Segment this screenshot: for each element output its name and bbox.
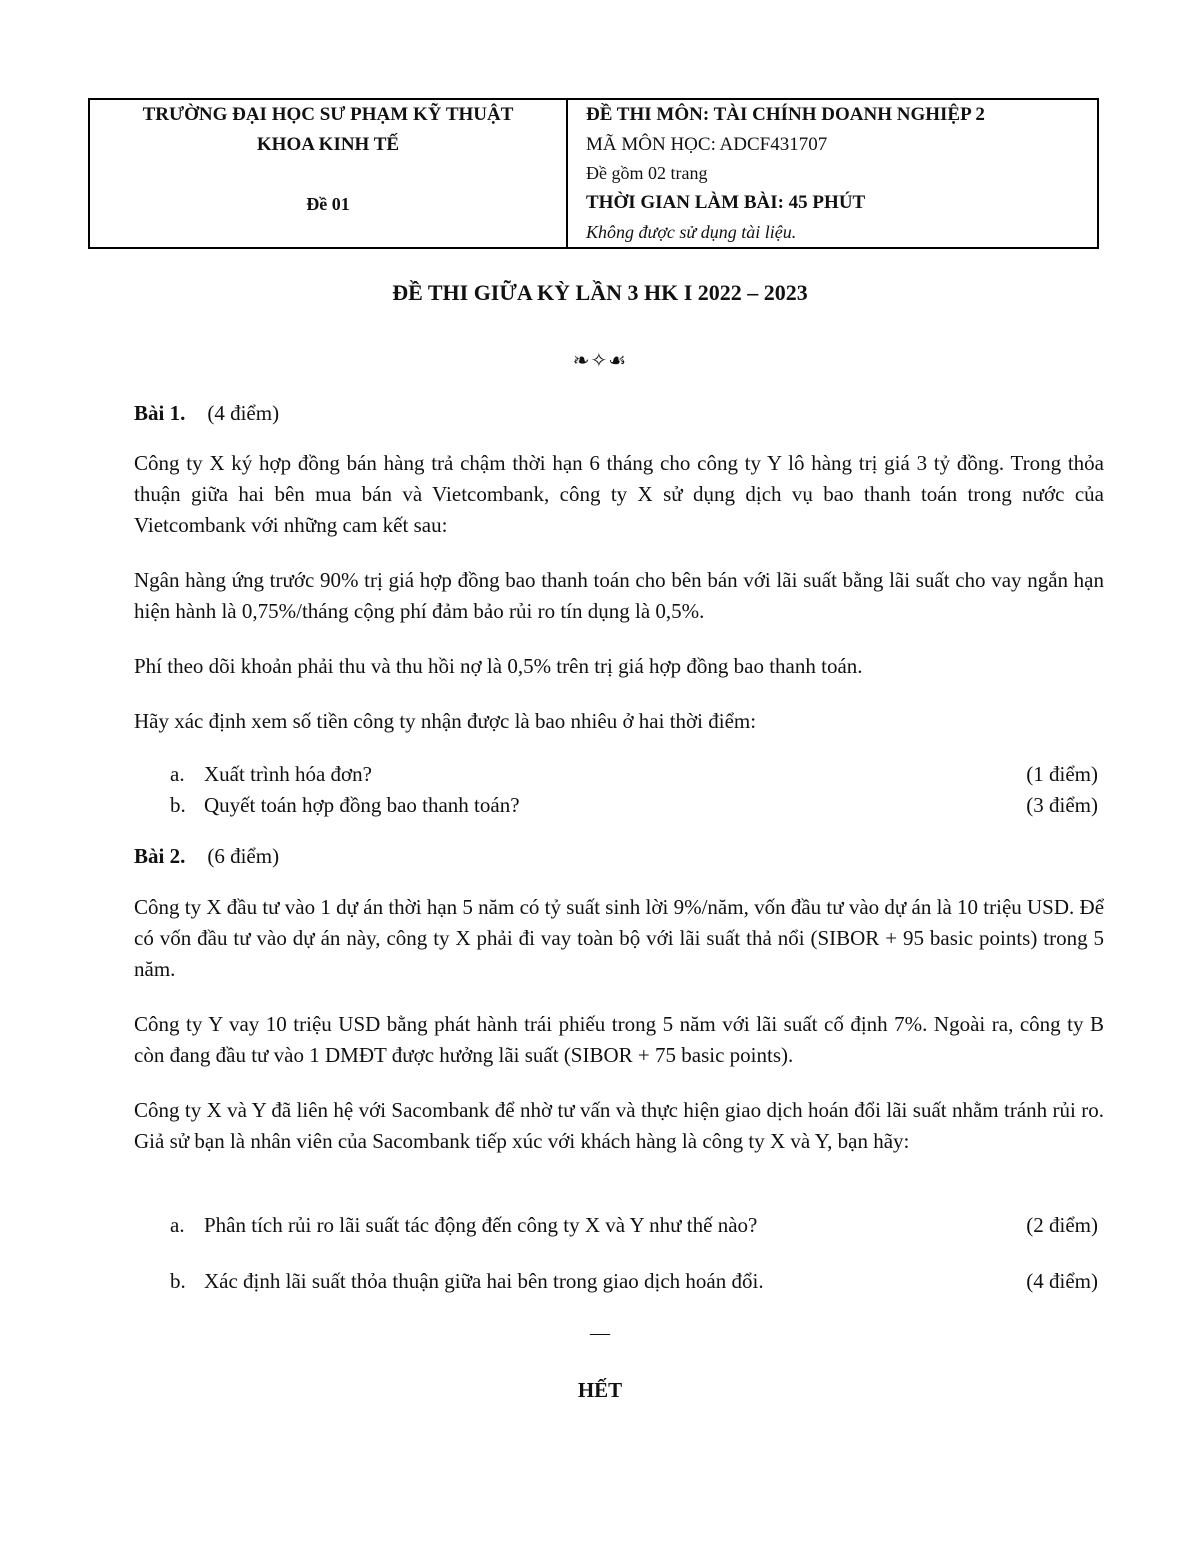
item-letter: a. [170, 1213, 185, 1237]
exam-title: ĐỀ THI GIỮA KỲ LẦN 3 HK I 2022 – 2023 [392, 280, 808, 305]
item-text: Xuất trình hóa đơn? [204, 762, 372, 786]
bai1-item-b [170, 790, 1098, 821]
bai1-points: (4 điểm) [207, 401, 280, 425]
exam-subject: ĐỀ THI MÔN: TÀI CHÍNH DOANH NGHIỆP 2 [586, 104, 985, 125]
exam-time: THỜI GIAN LÀM BÀI: 45 PHÚT [586, 192, 866, 213]
bai1-paragraph-3: Phí theo dõi khoản phải thu và thu hồi nợ là 0,5% trên trị giá hợp đồng bao thanh toán. [134, 654, 863, 678]
bai1-header [134, 398, 1104, 429]
end-marker: HẾT [577, 1378, 623, 1402]
item-score: (4 điểm) [1026, 1269, 1098, 1293]
page-count: Đề gồm 02 trang [586, 163, 708, 183]
bai2-item-a [170, 1210, 1098, 1241]
end-divider: — [590, 1322, 610, 1344]
header-left-cell [90, 100, 568, 247]
bai1-paragraph-1: Công ty X ký hợp đồng bán hàng trả chậm thời hạn 6 tháng cho công ty Y lô hàng trị giá 3 tỷ đồng. Trong thỏa thuận giữa hai bên mua bán và Vietcombank, công ty X sử dụng dịch vụ bao thanh toán trong nước của Vietcombank với những cam kết sau: [134, 451, 1104, 537]
item-text: Phân tích rủi ro lãi suất tác động đến công ty X và Y như thế nào? [204, 1213, 758, 1237]
item-letter: b. [170, 793, 186, 817]
item-score: (2 điểm) [1026, 1213, 1098, 1237]
faculty-name: KHOA KINH TẾ [256, 134, 400, 155]
bai1-item-a [170, 759, 1098, 790]
item-score: (3 điểm) [1026, 793, 1098, 817]
item-text: Quyết toán hợp đồng bao thanh toán? [204, 793, 520, 817]
bai1-paragraph-2: Ngân hàng ứng trước 90% trị giá hợp đồng bao thanh toán cho bên bán với lãi suất bằng lãi suất cho vay ngắn hạn hiện hành là 0,75%/tháng cộng phí đảm bảo rủi ro tín dụng là 0,5%. [134, 568, 1104, 623]
header-right-cell [568, 100, 1097, 247]
bai2-item-b [170, 1266, 1098, 1297]
university-name: TRƯỜNG ĐẠI HỌC SƯ PHẠM KỸ THUẬT [142, 104, 514, 125]
exam-note: Không được sử dụng tài liệu. [586, 222, 797, 242]
ornament-divider: ❧✧☙ [572, 350, 628, 372]
bai2-heading: Bài 2. [134, 844, 186, 868]
header-table [88, 98, 1099, 249]
item-letter: b. [170, 1269, 186, 1293]
bai2-header [134, 841, 1104, 872]
bai2-paragraph-2: Công ty Y vay 10 triệu USD bằng phát hành trái phiếu trong 5 năm với lãi suất cố định 7%. Ngoài ra, công ty B còn đang đầu tư vào 1 DMĐT được hưởng lãi suất (SIBOR + 75 basic points). [134, 1012, 1104, 1067]
course-code: MÃ MÔN HỌC: ADCF431707 [586, 134, 828, 155]
item-letter: a. [170, 762, 185, 786]
bai1-paragraph-4: Hãy xác định xem số tiền công ty nhận được là bao nhiêu ở hai thời điểm: [134, 709, 757, 733]
bai1-heading: Bài 1. [134, 401, 186, 425]
exam-code: Đề 01 [306, 194, 350, 214]
bai2-points: (6 điểm) [207, 844, 280, 868]
item-score: (1 điểm) [1026, 762, 1098, 786]
bai2-paragraph-3: Công ty X và Y đã liên hệ với Sacombank để nhờ tư vấn và thực hiện giao dịch hoán đổi lãi suất nhằm tránh rủi ro. Giả sử bạn là nhân viên của Sacombank tiếp xúc với khách hàng là công ty X và Y, bạn hãy: [134, 1098, 1104, 1153]
bai2-paragraph-1: Công ty X đầu tư vào 1 dự án thời hạn 5 năm có tỷ suất sinh lời 9%/năm, vốn đầu tư vào dự án là 10 triệu USD. Để có vốn đầu tư vào dự án này, công ty X phải đi vay toàn bộ với lãi suất thả nổi (SIBOR + 95 basic points) trong 5 năm. [134, 895, 1105, 981]
item-text: Xác định lãi suất thỏa thuận giữa hai bên trong giao dịch hoán đổi. [204, 1269, 764, 1293]
